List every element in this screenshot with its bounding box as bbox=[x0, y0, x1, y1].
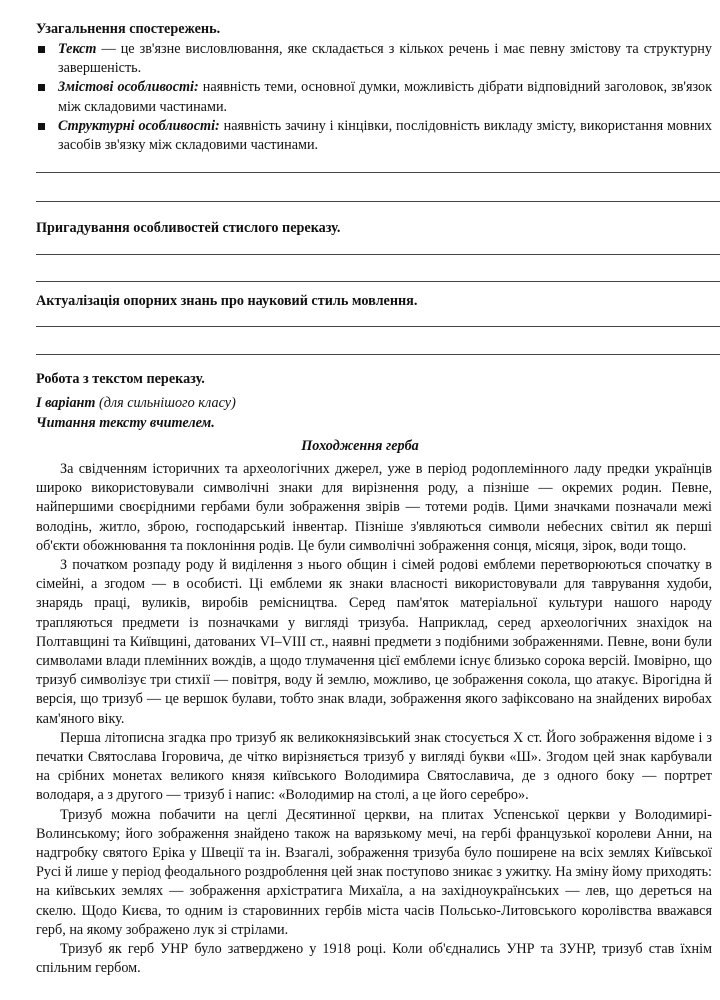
list-item bbox=[36, 40, 712, 78]
square-bullet-icon bbox=[38, 46, 45, 53]
variant-note: (для сильнішого класу) bbox=[95, 395, 236, 411]
writing-line bbox=[36, 281, 720, 282]
paragraph: З початком розпаду роду й виділення з нього общин і сімей родові емблеми перетворюються спочатку в сімейні, а згодом — в особисті. Ці емблеми як знаки власності використовували для таврування худоби, знарядь праці, вуликів, виробів ремісництва. Серед пам'яток матеріальної культури нашого народу трапляються предмети із позначками у вигляді тризуба. Наприклад, серед археологічних знахідок на Полтавщині та Київщині, датованих VI–VIII ст., наявні предмети з подібними зображеннями. Певне, вони були символами влади племінних вождів, а щодо тлумачення цієї емблеми існує близько сорока версій. Імовірно, що тризуб символізує три стихії — повітря, воду й землю, можливо, це зображення сокола, що атакує. Вірогідна й версія, що тризуб — це вершок булави, тобто знак влади, зображення якого зафіксовано на знайдених виробах кам'яного віку. bbox=[36, 557, 712, 727]
writing-line bbox=[36, 254, 720, 255]
term-label: Змістові особливості: bbox=[58, 79, 199, 96]
paragraph: Перша літописна згадка про тризуб як великокнязівський знак стосується X ст. Його зображення відоме і з печатки Святослава Ігоровича, де чітко вирізняється тризуб у вигляді букви «Ш». Згодом цей знак карбували на срібних монетах великого князя київського Володимира Святославича, де з одного боку — портрет володаря, а з другого — тризуб і напис: «Володимир на столі, а це його серебро». bbox=[36, 729, 712, 804]
paragraph: Тризуб як герб УНР було затверджено у 1918 році. Коли об'єднались УНР та ЗУНР, тризуб став їхнім спільним гербом. bbox=[36, 941, 712, 977]
list-item bbox=[36, 117, 712, 155]
paragraph: Тризуб можна побачити на цеглі Десятинної церкви, на плитах Успенської церкви у Володимирі-Волинському; його зображення знайдено також на варязькому мечі, на гербі французької королеви Анни, на надгробку святого Еріка у Швеції та ін. Взагалі, зображення тризуба було поширене на всіх землях Київської Русі й лише у період феодального роздроблення цей знак поступово зникає з ужитку. На зміну йому приходять: на київських землях — зображення архістратига Михаїла, а на західноукраїнських — лев, що дереться на скелю. Щодо Києва, то одним із старовинних гербів міста часів Польсько-Литовського королівства вважався герб, на якому зображено лук зі стрілами. bbox=[36, 806, 712, 938]
term-definition: наявність теми, основної думки, можливість дібрати відповідний заголовок, зв'язок між складовими частинами. bbox=[58, 79, 713, 115]
variant-label: I варіант bbox=[36, 395, 96, 411]
actualization-heading: Актуалізація опорних знань про науковий стиль мовлення. bbox=[36, 293, 418, 309]
recall-heading: Пригадування особливостей стислого переказу. bbox=[36, 220, 341, 236]
text-title: Походження герба bbox=[301, 438, 419, 454]
term-label: Структурні особливості: bbox=[58, 117, 220, 134]
writing-line bbox=[36, 326, 720, 327]
writing-line bbox=[36, 354, 720, 355]
variant-line bbox=[36, 394, 236, 413]
list-item bbox=[36, 78, 712, 116]
writing-line bbox=[36, 172, 720, 173]
square-bullet-icon bbox=[38, 84, 45, 91]
square-bullet-icon bbox=[38, 123, 45, 130]
term-label: Текст bbox=[58, 41, 97, 57]
summary-heading: Узагальнення спостережень. bbox=[36, 21, 221, 37]
text-body bbox=[36, 460, 712, 978]
paragraph: За свідченням історичних та археологічних джерел, уже в період родоплемінного ладу предки українців широко використовували символічні знаки для вирізнення роду, а пізніше — окремих родин. Певне, найпершими своєрідними гербами були зображення звірів — тотеми родів. Цими значками позначали межі володінь, житло, зброю, господарський інвентар. Пізніше з'являються символи небесних світил як перші об'єкти обожнювання та поклоніння родів. Це були символічні зображення сонця, місяця, зірок, води тощо. bbox=[36, 461, 712, 554]
summary-list bbox=[36, 40, 712, 155]
reading-instruction: Читання тексту вчителем. bbox=[36, 415, 215, 431]
term-definition: — це зв'язне висловлювання, яке складається з кількох речень і має певну змістову та структурну завершеність. bbox=[58, 41, 712, 77]
writing-line bbox=[36, 201, 720, 202]
term-definition: наявність зачину і кінцівки, послідовність викладу змісту, використання мовних засобів зв'язку між складовими частинами. bbox=[58, 117, 712, 154]
work-heading: Робота з текстом переказу. bbox=[36, 371, 205, 387]
